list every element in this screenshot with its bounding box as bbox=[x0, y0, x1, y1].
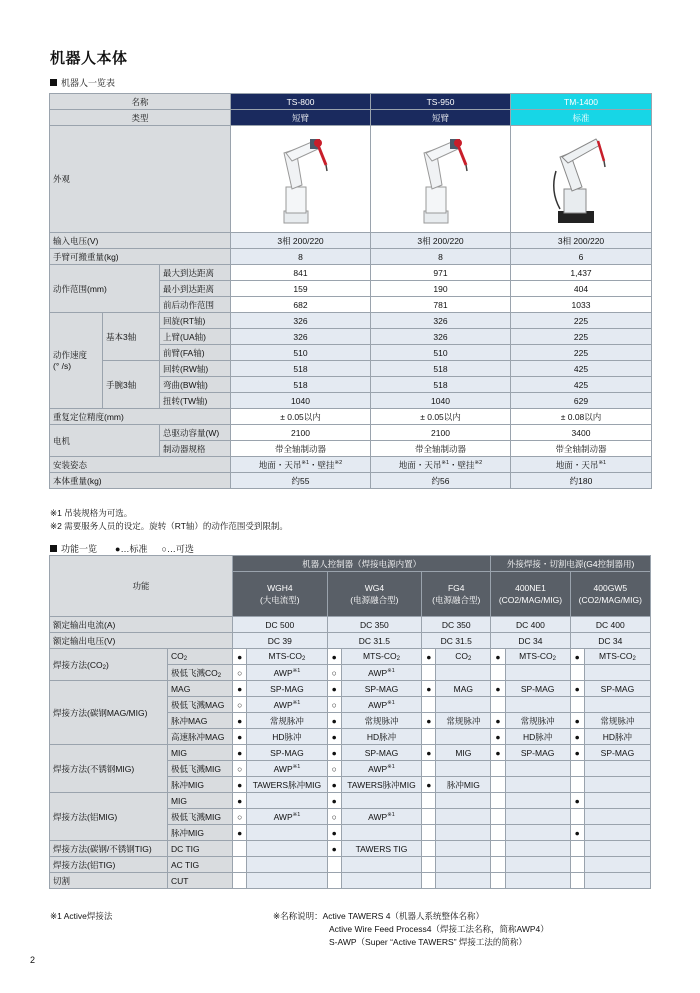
empty-cell bbox=[505, 697, 570, 713]
rated-voltage-value: DC 34 bbox=[570, 633, 650, 649]
weight-value: 约180 bbox=[511, 473, 652, 489]
group-header-controller: 机器人控制器（焊接电源内置） bbox=[233, 556, 491, 572]
standard-mark: ● bbox=[491, 745, 505, 761]
standard-mark: ● bbox=[233, 793, 247, 809]
fa-label: 前臂(FA轴) bbox=[160, 345, 231, 361]
cell-sp-mag: SP-MAG bbox=[505, 681, 570, 697]
empty-cell bbox=[491, 793, 505, 809]
optional-mark: ○ bbox=[233, 665, 247, 681]
empty-cell bbox=[436, 809, 491, 825]
empty-cell bbox=[422, 809, 436, 825]
empty-cell bbox=[422, 841, 436, 857]
empty-cell bbox=[570, 665, 584, 681]
name-explanation bbox=[273, 910, 549, 949]
mount-value: 地面・天吊$^{※1}$・壁挂$^{※2}$ bbox=[231, 457, 371, 473]
repeat-label: 重复定位精度(mm) bbox=[50, 409, 231, 425]
robot-arm-icon bbox=[266, 131, 336, 227]
max-reach-value: 1,437 bbox=[511, 265, 652, 281]
empty-cell bbox=[584, 809, 650, 825]
cell-pulse: 常规脉冲 bbox=[505, 713, 570, 729]
empty-cell bbox=[436, 729, 491, 745]
max-reach-value: 971 bbox=[371, 265, 511, 281]
standard-mark: ● bbox=[327, 841, 341, 857]
empty-cell bbox=[505, 793, 570, 809]
method-mag-low: 极低飞溅MAG bbox=[167, 697, 232, 713]
payload-value: 8 bbox=[371, 249, 511, 265]
standard-mark: ● bbox=[327, 825, 341, 841]
tw-label: 扭转(TW轴) bbox=[160, 393, 231, 409]
speed-label-text: 动作速度 bbox=[53, 349, 88, 360]
payload-value: 8 bbox=[231, 249, 371, 265]
rated-voltage-value: DC 31.5 bbox=[327, 633, 422, 649]
ua-value: 326 bbox=[371, 329, 511, 345]
empty-cell bbox=[584, 841, 650, 857]
optional-mark: ○ bbox=[327, 697, 341, 713]
appearance-label: 外观 bbox=[50, 126, 231, 233]
standard-mark: ● bbox=[327, 745, 341, 761]
empty-cell bbox=[584, 761, 650, 777]
group-tig: 焊接方法(碳钢/不锈钢TIG) bbox=[50, 841, 168, 857]
optional-mark: ○ bbox=[233, 697, 247, 713]
drive-cap-value: 3400 bbox=[511, 425, 652, 441]
name-explanation-line: S-AWP（Super “Active TAWERS” 焊接工法的简称） bbox=[329, 937, 527, 947]
standard-mark: ● bbox=[233, 777, 247, 793]
rated-current-value: DC 500 bbox=[233, 617, 328, 633]
type-ts950: 短臂 bbox=[371, 110, 511, 126]
ua-value: 225 bbox=[511, 329, 652, 345]
empty-cell bbox=[247, 857, 327, 873]
voltage-value: 3相 200/220 bbox=[371, 233, 511, 249]
weight-label: 本体重量(kg) bbox=[50, 473, 231, 489]
type-header: 类型 bbox=[50, 110, 231, 126]
rated-current-value: DC 350 bbox=[327, 617, 422, 633]
empty-cell bbox=[584, 825, 650, 841]
empty-cell bbox=[584, 873, 650, 889]
method-co2: $CO_2$ bbox=[167, 649, 232, 665]
page-title: 机器人本体 bbox=[50, 50, 128, 67]
mount-value: 地面・天吊$^{※1}$ bbox=[511, 457, 652, 473]
section-header-robot-list bbox=[50, 76, 115, 89]
cell-pulse: 常规脉冲 bbox=[247, 713, 327, 729]
standard-mark: ● bbox=[233, 681, 247, 697]
model-tm1400: TM-1400 bbox=[511, 94, 652, 110]
method-co2-low: 极低飞溅$CO_2$ bbox=[167, 665, 232, 681]
voltage-label: 输入电压(V) bbox=[50, 233, 231, 249]
cell-sp-mag: SP-MAG bbox=[584, 681, 650, 697]
cell-tawers-pulse: TAWERS脉冲MIG bbox=[341, 777, 421, 793]
rt-value: 326 bbox=[371, 313, 511, 329]
rt-value: 225 bbox=[511, 313, 652, 329]
standard-mark: ● bbox=[422, 649, 436, 665]
type-ts800: 短臂 bbox=[231, 110, 371, 126]
min-reach-value: 159 bbox=[231, 281, 371, 297]
empty-cell bbox=[505, 825, 570, 841]
empty-cell bbox=[422, 793, 436, 809]
mount-value: 地面・天吊$^{※1}$・壁挂$^{※2}$ bbox=[371, 457, 511, 473]
cell-sp-mag: SP-MAG bbox=[341, 745, 421, 761]
cell-mig: MIG bbox=[436, 745, 491, 761]
weight-value: 约55 bbox=[231, 473, 371, 489]
repeat-value: ± 0.05以内 bbox=[231, 409, 371, 425]
robot-image-ts800 bbox=[231, 126, 371, 233]
standard-mark: ● bbox=[233, 745, 247, 761]
fa-value: 225 bbox=[511, 345, 652, 361]
standard-mark: ● bbox=[327, 793, 341, 809]
motor-label: 电机 bbox=[50, 425, 160, 457]
empty-cell bbox=[584, 857, 650, 873]
model-header-fg4: FG4 (电源融合型) bbox=[422, 572, 491, 617]
empty-cell bbox=[584, 697, 650, 713]
robot-image-ts950 bbox=[371, 126, 511, 233]
empty-cell bbox=[570, 697, 584, 713]
cell-awp: AWP$^{※1}$ bbox=[247, 697, 327, 713]
speed-unit-text: (° /s) bbox=[53, 360, 72, 371]
empty-cell bbox=[436, 841, 491, 857]
empty-cell bbox=[505, 841, 570, 857]
range-label: 动作范围(mm) bbox=[50, 265, 160, 313]
cell-awp: AWP$^{※1}$ bbox=[247, 665, 327, 681]
drive-cap-value: 2100 bbox=[371, 425, 511, 441]
empty-cell bbox=[505, 857, 570, 873]
standard-mark: ● bbox=[233, 649, 247, 665]
type-tm1400: 标准 bbox=[511, 110, 652, 126]
cell-co2: $CO_2$ bbox=[436, 649, 491, 665]
tw-value: 1040 bbox=[371, 393, 511, 409]
function-header: 功能 bbox=[50, 556, 233, 617]
optional-mark: ○ bbox=[233, 809, 247, 825]
cell-tawers-pulse: TAWERS脉冲MIG bbox=[247, 777, 327, 793]
repeat-value: ± 0.05以内 bbox=[371, 409, 511, 425]
robot-arm-icon bbox=[546, 131, 616, 227]
fb-range-label: 前后动作范围 bbox=[160, 297, 231, 313]
rt-label: 回旋(RT轴) bbox=[160, 313, 231, 329]
cell-awp: AWP$^{※1}$ bbox=[341, 761, 421, 777]
footnote-active: ※1 Active焊接法 bbox=[50, 911, 113, 921]
empty-cell bbox=[327, 857, 341, 873]
legend-optional: ○…可选 bbox=[161, 544, 194, 554]
robot-spec-table bbox=[49, 93, 652, 489]
weight-value: 约56 bbox=[371, 473, 511, 489]
empty-cell bbox=[247, 825, 327, 841]
empty-cell bbox=[491, 665, 505, 681]
group-co2: 焊接方法$(CO_2)$ bbox=[50, 649, 168, 681]
method-cut: CUT bbox=[167, 873, 232, 889]
standard-mark: ● bbox=[233, 729, 247, 745]
rated-voltage-value: DC 39 bbox=[233, 633, 328, 649]
ua-value: 326 bbox=[231, 329, 371, 345]
cell-hd: HD脉冲 bbox=[341, 729, 421, 745]
rated-voltage-label: 额定输出电压(V) bbox=[50, 633, 233, 649]
repeat-value: ± 0.08以内 bbox=[511, 409, 652, 425]
model-ts800: TS-800 bbox=[231, 94, 371, 110]
group-cut: 切割 bbox=[50, 873, 168, 889]
fa-value: 510 bbox=[371, 345, 511, 361]
empty-cell bbox=[570, 777, 584, 793]
group-mag: 焊接方法(碳钢MAG/MIG) bbox=[50, 681, 168, 745]
empty-cell bbox=[505, 809, 570, 825]
bw-value: 518 bbox=[371, 377, 511, 393]
tw-value: 1040 bbox=[231, 393, 371, 409]
cell-hd: HD脉冲 bbox=[247, 729, 327, 745]
section-label: 机器人一览表 bbox=[61, 78, 116, 88]
empty-cell bbox=[422, 697, 436, 713]
empty-cell bbox=[233, 873, 247, 889]
cell-mag: MAG bbox=[436, 681, 491, 697]
group-header-external: 外接焊接・切割电源(G4控制器用) bbox=[491, 556, 651, 572]
brake-value: 带全轴制动器 bbox=[511, 441, 652, 457]
empty-cell bbox=[505, 665, 570, 681]
rw-label: 回转(RW轴) bbox=[160, 361, 231, 377]
empty-cell bbox=[247, 841, 327, 857]
wrist-axis-label: 手腕3轴 bbox=[103, 361, 160, 409]
fb-range-value: 682 bbox=[231, 297, 371, 313]
standard-mark: ● bbox=[233, 825, 247, 841]
empty-cell bbox=[570, 873, 584, 889]
model-header-wg4: WG4 (电源融合型) bbox=[327, 572, 422, 617]
optional-mark: ○ bbox=[327, 761, 341, 777]
brake-value: 带全轴制动器 bbox=[231, 441, 371, 457]
min-reach-label: 最小到达距离 bbox=[160, 281, 231, 297]
empty-cell bbox=[491, 873, 505, 889]
rated-current-value: DC 400 bbox=[491, 617, 570, 633]
method-mag-pulse: 脉冲MAG bbox=[167, 713, 232, 729]
function-table bbox=[49, 555, 651, 889]
cell-pulse: 常规脉冲 bbox=[436, 713, 491, 729]
square-bullet-icon bbox=[50, 545, 57, 552]
drive-cap-value: 2100 bbox=[231, 425, 371, 441]
tw-value: 629 bbox=[511, 393, 652, 409]
empty-cell bbox=[341, 857, 421, 873]
empty-cell bbox=[327, 873, 341, 889]
footnote: ※1 吊装规格为可选。 bbox=[50, 508, 133, 518]
method-sus-pulse: 脉冲MIG bbox=[167, 777, 232, 793]
empty-cell bbox=[233, 841, 247, 857]
empty-cell bbox=[570, 857, 584, 873]
standard-mark: ● bbox=[491, 713, 505, 729]
method-sus-mig: MIG bbox=[167, 745, 232, 761]
rw-value: 518 bbox=[231, 361, 371, 377]
brake-label: 制动器规格 bbox=[160, 441, 231, 457]
model-header-400gw5: 400GW5 (CO2/MAG/MIG) bbox=[570, 572, 650, 617]
bw-value: 425 bbox=[511, 377, 652, 393]
ua-label: 上臂(UA轴) bbox=[160, 329, 231, 345]
group-al: 焊接方法(铝MIG) bbox=[50, 793, 168, 841]
method-al-low: 极低飞溅MIG bbox=[167, 809, 232, 825]
method-al-pulse: 脉冲MIG bbox=[167, 825, 232, 841]
robot-arm-icon bbox=[406, 131, 476, 227]
rated-voltage-value: DC 34 bbox=[491, 633, 570, 649]
cell-mts-co2: MTS-$CO_2$ bbox=[247, 649, 327, 665]
empty-cell bbox=[491, 761, 505, 777]
empty-cell bbox=[233, 857, 247, 873]
empty-cell bbox=[491, 697, 505, 713]
name-header: 名称 bbox=[50, 94, 231, 110]
cell-pulse: 常规脉冲 bbox=[584, 713, 650, 729]
voltage-value: 3相 200/220 bbox=[231, 233, 371, 249]
empty-cell bbox=[505, 777, 570, 793]
empty-cell bbox=[570, 809, 584, 825]
empty-cell bbox=[491, 841, 505, 857]
empty-cell bbox=[505, 873, 570, 889]
standard-mark: ● bbox=[570, 793, 584, 809]
empty-cell bbox=[341, 825, 421, 841]
optional-mark: ○ bbox=[233, 761, 247, 777]
name-explanation-line: Active Wire Feed Process4（焊接工法名称，简称AWP4） bbox=[329, 924, 549, 934]
cell-mts-co2: MTS-$CO_2$ bbox=[584, 649, 650, 665]
standard-mark: ● bbox=[570, 649, 584, 665]
method-mag: MAG bbox=[167, 681, 232, 697]
empty-cell bbox=[422, 825, 436, 841]
empty-cell bbox=[247, 793, 327, 809]
model-ts950: TS-950 bbox=[371, 94, 511, 110]
rt-value: 326 bbox=[231, 313, 371, 329]
empty-cell bbox=[422, 665, 436, 681]
cell-awp: AWP$^{※1}$ bbox=[341, 665, 421, 681]
standard-mark: ● bbox=[327, 681, 341, 697]
bw-value: 518 bbox=[231, 377, 371, 393]
section-label: 功能一览 bbox=[61, 544, 98, 554]
empty-cell bbox=[422, 761, 436, 777]
standard-mark: ● bbox=[327, 649, 341, 665]
cell-pulse: 常规脉冲 bbox=[341, 713, 421, 729]
min-reach-value: 190 bbox=[371, 281, 511, 297]
cell-mts-co2: MTS-$CO_2$ bbox=[341, 649, 421, 665]
cell-sp-mag: SP-MAG bbox=[341, 681, 421, 697]
method-mag-hs: 高速脉冲MAG bbox=[167, 729, 232, 745]
cell-hd: HD脉冲 bbox=[505, 729, 570, 745]
cell-awp: AWP$^{※1}$ bbox=[247, 761, 327, 777]
empty-cell bbox=[491, 777, 505, 793]
empty-cell bbox=[436, 761, 491, 777]
standard-mark: ● bbox=[327, 777, 341, 793]
basic-axis-label: 基本3轴 bbox=[103, 313, 160, 361]
fa-value: 510 bbox=[231, 345, 371, 361]
brake-value: 带全轴制动器 bbox=[371, 441, 511, 457]
cell-awp: AWP$^{※1}$ bbox=[247, 809, 327, 825]
empty-cell bbox=[491, 809, 505, 825]
standard-mark: ● bbox=[570, 729, 584, 745]
optional-mark: ○ bbox=[327, 665, 341, 681]
standard-mark: ● bbox=[422, 681, 436, 697]
legend-standard: ●…标准 bbox=[115, 544, 148, 554]
cell-sp-mag: SP-MAG bbox=[505, 745, 570, 761]
standard-mark: ● bbox=[570, 825, 584, 841]
cell-pulse-mig: 脉冲MIG bbox=[436, 777, 491, 793]
empty-cell bbox=[436, 697, 491, 713]
empty-cell bbox=[341, 873, 421, 889]
empty-cell bbox=[422, 873, 436, 889]
method-sus-low: 极低飞溅MIG bbox=[167, 761, 232, 777]
empty-cell bbox=[584, 777, 650, 793]
empty-cell bbox=[436, 857, 491, 873]
empty-cell bbox=[436, 665, 491, 681]
group-altig: 焊接方法(铝TIG) bbox=[50, 857, 168, 873]
empty-cell bbox=[436, 793, 491, 809]
cell-sp-mag: SP-MAG bbox=[584, 745, 650, 761]
fb-range-value: 781 bbox=[371, 297, 511, 313]
max-reach-label: 最大到达距离 bbox=[160, 265, 231, 281]
empty-cell bbox=[584, 793, 650, 809]
rw-value: 518 bbox=[371, 361, 511, 377]
standard-mark: ● bbox=[233, 713, 247, 729]
square-bullet-icon bbox=[50, 79, 57, 86]
min-reach-value: 404 bbox=[511, 281, 652, 297]
footnote: ※2 需要服务人员的设定。旋转（RT轴）的动作范围受到限制。 bbox=[50, 521, 288, 531]
mount-label: 安装姿态 bbox=[50, 457, 231, 473]
empty-cell bbox=[247, 873, 327, 889]
payload-label: 手臂可搬重量(kg) bbox=[50, 249, 231, 265]
cell-mts-co2: MTS-$CO_2$ bbox=[505, 649, 570, 665]
cell-hd: HD脉冲 bbox=[584, 729, 650, 745]
standard-mark: ● bbox=[422, 713, 436, 729]
standard-mark: ● bbox=[491, 681, 505, 697]
empty-cell bbox=[570, 761, 584, 777]
cell-awp: AWP$^{※1}$ bbox=[341, 697, 421, 713]
cell-tawers-tig: TAWERS TIG bbox=[341, 841, 421, 857]
voltage-value: 3相 200/220 bbox=[511, 233, 652, 249]
method-dc-tig: DC TIG bbox=[167, 841, 232, 857]
rated-current-value: DC 350 bbox=[422, 617, 491, 633]
rw-value: 425 bbox=[511, 361, 652, 377]
standard-mark: ● bbox=[491, 649, 505, 665]
cell-sp-mag: SP-MAG bbox=[247, 745, 327, 761]
empty-cell bbox=[505, 761, 570, 777]
fb-range-value: 1033 bbox=[511, 297, 652, 313]
rated-current-label: 额定输出电流(A) bbox=[50, 617, 233, 633]
empty-cell bbox=[584, 665, 650, 681]
empty-cell bbox=[570, 841, 584, 857]
empty-cell bbox=[436, 825, 491, 841]
empty-cell bbox=[436, 873, 491, 889]
bw-label: 弯曲(BW轴) bbox=[160, 377, 231, 393]
page-number: 2 bbox=[30, 955, 36, 965]
max-reach-value: 841 bbox=[231, 265, 371, 281]
standard-mark: ● bbox=[327, 729, 341, 745]
standard-mark: ● bbox=[422, 745, 436, 761]
rated-current-value: DC 400 bbox=[570, 617, 650, 633]
payload-value: 6 bbox=[511, 249, 652, 265]
standard-mark: ● bbox=[570, 745, 584, 761]
empty-cell bbox=[422, 729, 436, 745]
empty-cell bbox=[491, 857, 505, 873]
name-explanation-line: ※名称说明：Active TAWERS 4（机器人系统整体名称） bbox=[273, 911, 484, 921]
speed-label bbox=[50, 313, 103, 409]
standard-mark: ● bbox=[570, 681, 584, 697]
group-sus: 焊接方法(不锈钢MIG) bbox=[50, 745, 168, 793]
standard-mark: ● bbox=[327, 713, 341, 729]
method-al-mig: MIG bbox=[167, 793, 232, 809]
robot-image-tm1400 bbox=[511, 126, 652, 233]
empty-cell bbox=[491, 825, 505, 841]
cell-sp-mag: SP-MAG bbox=[247, 681, 327, 697]
model-header-400ne1: 400NE1 (CO2/MAG/MIG) bbox=[491, 572, 570, 617]
standard-mark: ● bbox=[570, 713, 584, 729]
cell-awp: AWP$^{※1}$ bbox=[341, 809, 421, 825]
empty-cell bbox=[341, 793, 421, 809]
section-header-functions bbox=[50, 542, 194, 555]
optional-mark: ○ bbox=[327, 809, 341, 825]
rated-voltage-value: DC 31.5 bbox=[422, 633, 491, 649]
empty-cell bbox=[422, 857, 436, 873]
standard-mark: ● bbox=[422, 777, 436, 793]
method-ac-tig: AC TIG bbox=[167, 857, 232, 873]
drive-cap-label: 总驱动容量(W) bbox=[160, 425, 231, 441]
standard-mark: ● bbox=[491, 729, 505, 745]
model-header-wgh4: WGH4 (大电流型) bbox=[233, 572, 328, 617]
